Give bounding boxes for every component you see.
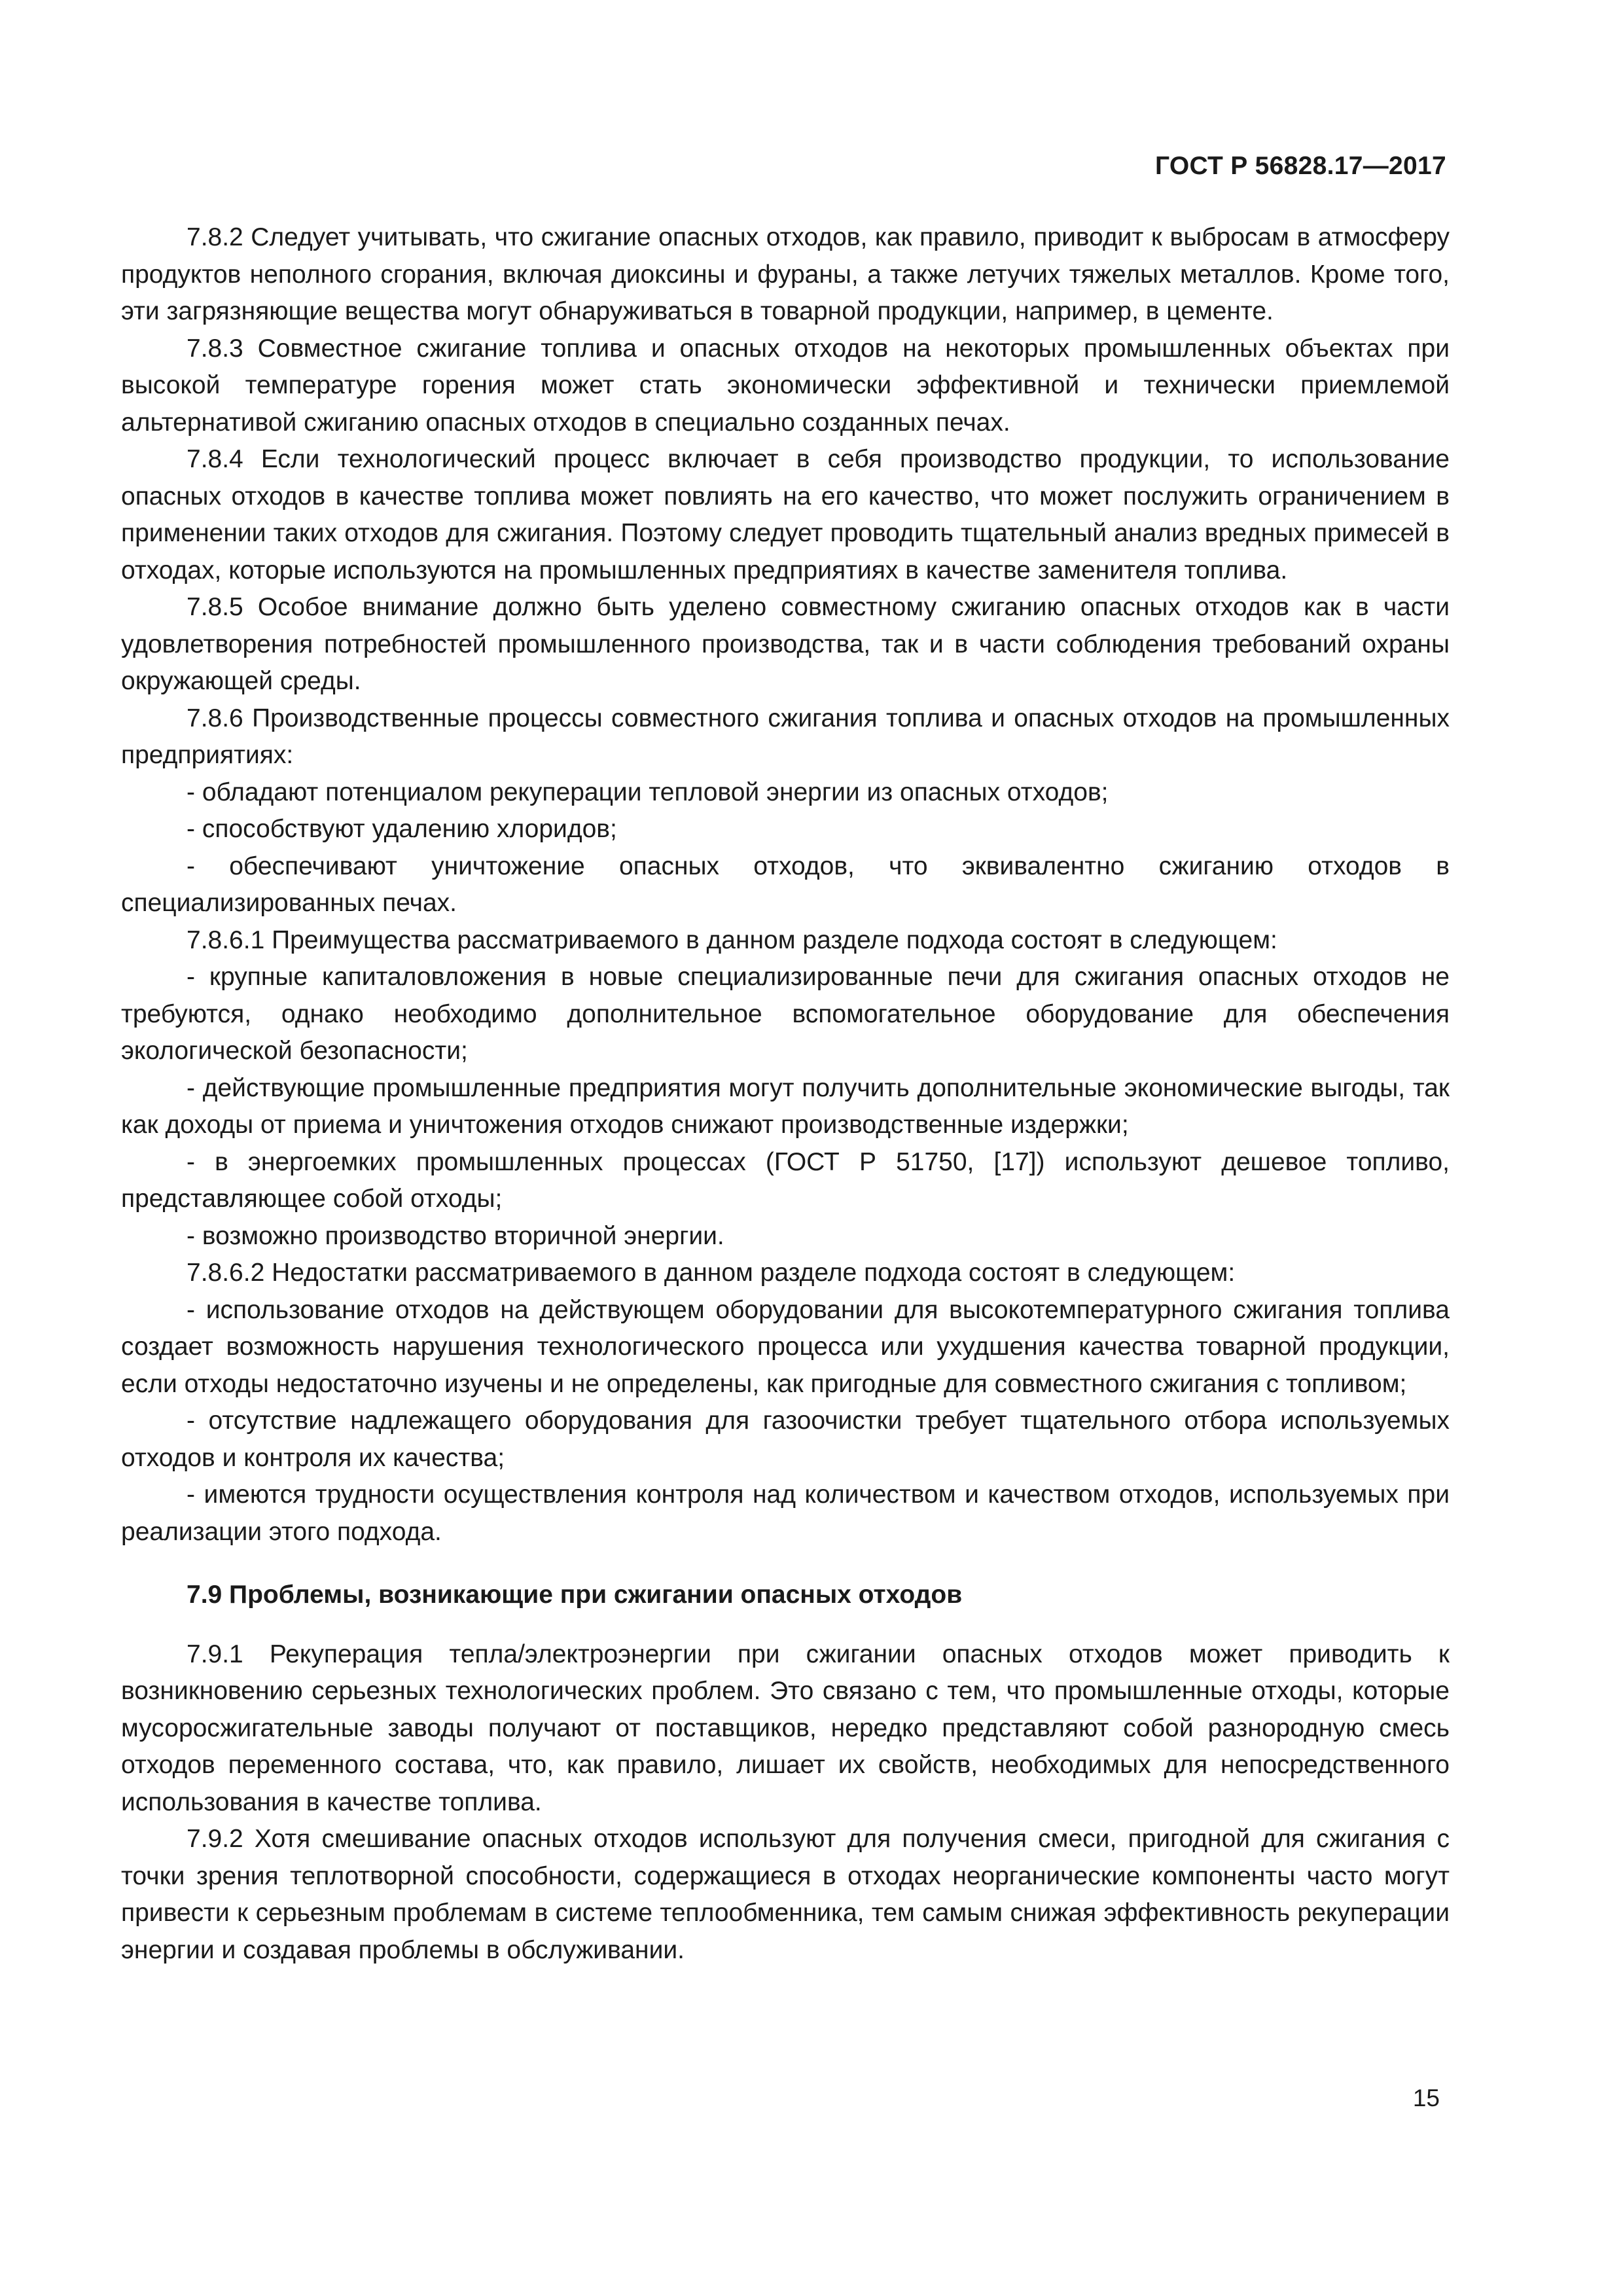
list-item: - имеются трудности осуществления контроля над количеством и качеством отходов, используемых при реализации этого подхода. (121, 1480, 1450, 1546)
paragraph-7-9-1: 7.9.1 Рекуперация тепла/электроэнергии при сжигании опасных отходов может приводить к возникновению серьезных технологических проблем. Это связано с тем, что промышленные отходы, которые мусоросжигательные заводы получают от поставщиков, нередко представляют собой разнородную смесь отходов переменного состава, что, как правило, лишает их свойств, необходимых для непосредственного использования в качестве топлива. (121, 1640, 1450, 1816)
list-item: - обладают потенциалом рекуперации тепловой энергии из опасных отходов; (187, 778, 1109, 806)
paragraph-7-8-2: 7.8.2 Следует учитывать, что сжигание опасных отходов, как правило, приводит к выбросам в атмосферу продуктов неполного сгорания, включая диоксины и фураны, а также летучих тяжелых металлов. Кроме того, эти загрязняющие вещества могут обнаруживаться в товарной продукции, например, в цементе. (121, 223, 1450, 325)
paragraph-7-9-2: 7.9.2 Хотя смешивание опасных отходов используют для получения смеси, пригодной для сжигания с точки зрения теплотворной способности, содержащиеся в отходах неорганические компоненты часто могут привести к серьезным проблемам в системе теплообменника, тем самым снижая эффективность рекуперации энергии и создавая проблемы в обслуживании. (121, 1825, 1450, 1964)
page-number: 15 (1412, 2085, 1440, 2111)
list-item: - крупные капиталовложения в новые специализированные печи для сжигания опасных отходов не требуются, однако необходимо дополнительное вспомогательное оборудование для обеспечения экологической безопасности; (121, 963, 1450, 1065)
standard-header: ГОСТ Р 56828.17—2017 (1154, 152, 1446, 180)
paragraph-7-8-6: 7.8.6 Производственные процессы совместного сжигания топлива и опасных отходов на промышленных предприятиях: (121, 704, 1450, 769)
list-item: - возможно производство вторичной энергии. (187, 1221, 724, 1250)
list-item: - обеспечивают уничтожение опасных отходов, что эквивалентно сжиганию отходов в специализированных печах. (121, 852, 1450, 917)
document-body (121, 219, 1450, 1969)
list-item: - отсутствие надлежащего оборудования для газоочистки требует тщательного отбора используемых отходов и контроля их качества; (121, 1407, 1450, 1472)
paragraph-7-8-6-2: 7.8.6.2 Недостатки рассматриваемого в данном разделе подхода состоят в следующем: (187, 1259, 1236, 1287)
list-item: - использование отходов на действующем оборудовании для высокотемпературного сжигания топлива создает возможность нарушения технологического процесса или ухудшения качества товарной продукции, если отходы недостаточно изучены и не определены, как пригодные для совместного сжигания с топливом; (121, 1295, 1450, 1398)
paragraph-7-8-6-1: 7.8.6.1 Преимущества рассматриваемого в данном разделе подхода состоят в следующем: (187, 925, 1277, 954)
paragraph-7-8-4: 7.8.4 Если технологический процесс включает в себя производство продукции, то использование опасных отходов в качестве топлива может повлиять на его качество, что может послужить ограничением в применении таких отходов для сжигания. Поэтому следует проводить тщательный анализ вредных примесей в отходах, которые используются на промышленных предприятиях в качестве заменителя топлива. (121, 445, 1450, 584)
paragraph-7-8-5: 7.8.5 Особое внимание должно быть уделено совместному сжиганию опасных отходов как в части удовлетворения потребностей промышленного производства, так и в части соблюдения требований охраны окружающей среды. (121, 593, 1450, 695)
list-item: - действующие промышленные предприятия могут получить дополнительные экономические выгоды, так как доходы от приема и уничтожения отходов снижают производственные издержки; (121, 1073, 1450, 1139)
list-item: - способствуют удалению хлоридов; (187, 815, 617, 843)
section-heading-7-9: 7.9 Проблемы, возникающие при сжигании опасных отходов (187, 1581, 963, 1609)
list-item: - в энергоемких промышленных процессах (ГОСТ Р 51750, [17]) используют дешевое топливо, представляющее собой отходы; (121, 1147, 1450, 1213)
paragraph-7-8-3: 7.8.3 Совместное сжигание топлива и опасных отходов на некоторых промышленных объектах при высокой температуре горения может стать экономически эффективной и технически приемлемой альтернативой сжиганию опасных отходов в специально созданных печах. (121, 334, 1450, 437)
